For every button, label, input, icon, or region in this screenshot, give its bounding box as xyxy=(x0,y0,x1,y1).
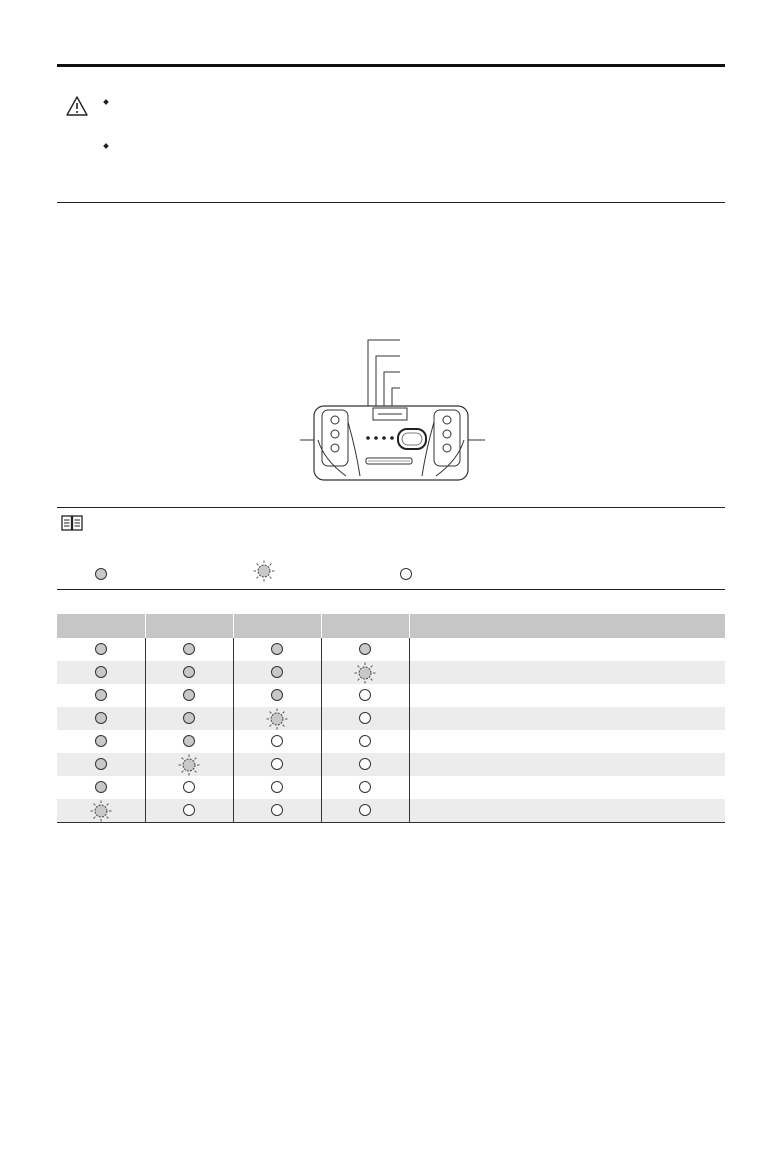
led-cell xyxy=(321,730,409,753)
led-cell xyxy=(145,730,233,753)
table-row xyxy=(57,730,725,753)
led-on-icon xyxy=(95,781,107,793)
table-row xyxy=(57,707,725,730)
led-cell xyxy=(145,799,233,823)
led-on-icon xyxy=(183,712,195,724)
led-off-icon xyxy=(271,735,283,747)
led-off-icon xyxy=(359,758,371,770)
battery-level-cell xyxy=(409,638,725,661)
led-on-icon xyxy=(95,735,107,747)
table-row xyxy=(57,684,725,707)
led-cell xyxy=(57,776,145,799)
led-cell xyxy=(57,638,145,661)
led-cell xyxy=(57,707,145,730)
led-off-icon xyxy=(271,804,283,816)
table-row xyxy=(57,799,725,823)
table-row xyxy=(57,776,725,799)
warning-bullet-1 xyxy=(103,99,109,105)
led-off-icon xyxy=(359,689,371,701)
led-off-icon xyxy=(271,758,283,770)
led-off-icon xyxy=(359,712,371,724)
led-off-icon xyxy=(183,781,195,793)
led-on-icon xyxy=(95,643,107,655)
table-row xyxy=(57,638,725,661)
led-cell xyxy=(321,684,409,707)
led-cell xyxy=(233,707,321,730)
led-cell xyxy=(145,707,233,730)
led-off-icon xyxy=(271,781,283,793)
led-cell xyxy=(57,753,145,776)
header-led3 xyxy=(233,614,321,638)
legend-led-off xyxy=(400,565,412,583)
led-cell xyxy=(233,661,321,684)
led-off-icon xyxy=(400,568,412,580)
led-cell xyxy=(233,730,321,753)
led-cell xyxy=(233,638,321,661)
led-cell xyxy=(321,799,409,823)
led-on-icon xyxy=(271,666,283,678)
legend-led-on xyxy=(95,565,107,583)
led-cell xyxy=(145,684,233,707)
led-cell xyxy=(145,638,233,661)
led-blink-icon xyxy=(266,708,288,730)
led-on-icon xyxy=(95,712,107,724)
battery-level-cell xyxy=(409,753,725,776)
led-on-icon xyxy=(95,689,107,701)
led-status-table xyxy=(57,614,725,823)
led-off-icon xyxy=(359,781,371,793)
battery-level-cell xyxy=(409,684,725,707)
led-on-icon xyxy=(271,689,283,701)
battery-level-cell xyxy=(409,776,725,799)
battery-level-cell xyxy=(409,730,725,753)
warning-bullet-2 xyxy=(103,143,109,149)
led-on-icon xyxy=(95,568,107,580)
led-cell xyxy=(321,661,409,684)
battery-level-cell xyxy=(409,707,725,730)
battery-level-cell xyxy=(409,799,725,823)
led-cell xyxy=(321,753,409,776)
led-cell xyxy=(233,684,321,707)
warning-bottom-rule xyxy=(57,202,725,203)
led-blink-icon xyxy=(90,800,112,822)
led-cell xyxy=(145,776,233,799)
led-on-icon xyxy=(183,643,195,655)
led-on-icon xyxy=(359,643,371,655)
led-cell xyxy=(57,684,145,707)
book-icon xyxy=(61,515,83,531)
led-blink-icon xyxy=(253,560,275,582)
led-cell xyxy=(57,799,145,823)
led-on-icon xyxy=(271,643,283,655)
warning-triangle-icon xyxy=(66,96,88,116)
note-top-rule xyxy=(57,507,725,508)
table-header-row xyxy=(57,614,725,638)
legend-led-blink xyxy=(253,560,275,582)
battery-led-diagram xyxy=(300,330,490,490)
led-off-icon xyxy=(359,804,371,816)
led-cell xyxy=(321,776,409,799)
led-on-icon xyxy=(183,666,195,678)
led-on-icon xyxy=(183,689,195,701)
led-on-icon xyxy=(95,666,107,678)
table-body xyxy=(57,638,725,823)
header-led2 xyxy=(145,614,233,638)
led-on-icon xyxy=(95,758,107,770)
header-led1 xyxy=(57,614,145,638)
top-rule xyxy=(57,64,725,67)
led-cell xyxy=(321,638,409,661)
note-bottom-rule xyxy=(57,589,725,590)
led-off-icon xyxy=(359,735,371,747)
led-cell xyxy=(321,707,409,730)
led-on-icon xyxy=(183,735,195,747)
led-cell xyxy=(233,799,321,823)
table-row xyxy=(57,661,725,684)
led-cell xyxy=(57,730,145,753)
led-cell xyxy=(57,661,145,684)
header-battery-level xyxy=(409,614,725,638)
led-off-icon xyxy=(183,804,195,816)
led-blink-icon xyxy=(178,754,200,776)
header-led4 xyxy=(321,614,409,638)
led-cell xyxy=(233,753,321,776)
led-cell xyxy=(145,661,233,684)
led-blink-icon xyxy=(354,662,376,684)
led-cell xyxy=(233,776,321,799)
led-cell xyxy=(145,753,233,776)
table-row xyxy=(57,753,725,776)
battery-level-cell xyxy=(409,661,725,684)
